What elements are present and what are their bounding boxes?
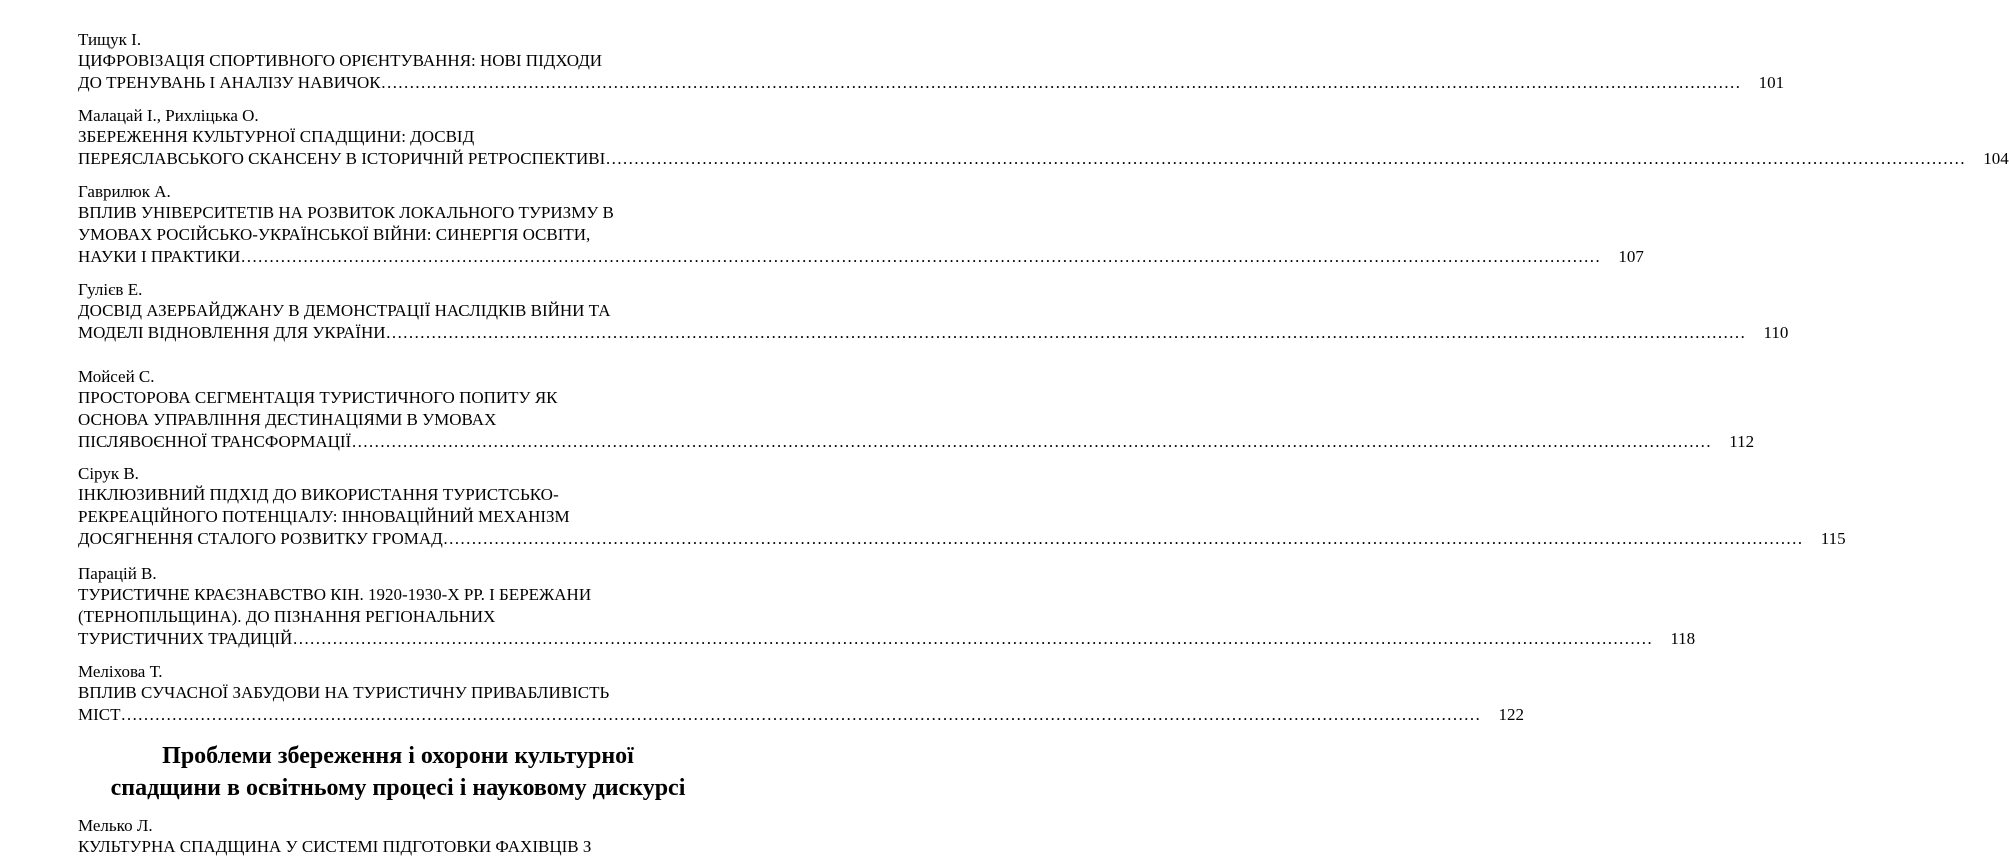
entry-page-number[interactable]: 122 (1498, 705, 1524, 724)
entry-author: Мойсей С. (78, 367, 155, 386)
toc-entry[interactable] (78, 30, 1785, 94)
entry-title-line: РЕКРЕАЦІЙНОГО ПОТЕНЦІАЛУ: ІННОВАЦІЙНИЙ МЕХАНІЗМ (78, 507, 570, 526)
entry-title-text: ПІСЛЯВОЄННОЇ ТРАНСФОРМАЦІЇ (78, 432, 352, 451)
dot-leader: …………………………………………………………………………………………………………………………………………………………………………………………………………………… (292, 629, 1653, 648)
entry-title-text: МІСТ (78, 705, 121, 724)
entry-page-number[interactable]: 115 (1820, 529, 1846, 548)
entry-author: Парацій В. (78, 564, 157, 583)
dot-leader: …………………………………………………………………………………………………………………………………………………………………………………………………………………… (380, 73, 1741, 92)
toc-entry[interactable] (78, 182, 1644, 268)
entry-title-last-line (78, 148, 2009, 170)
dot-leader: …………………………………………………………………………………………………………………………………………………………………………………………………………………… (442, 529, 1803, 548)
toc-entry[interactable] (78, 464, 1846, 550)
entry-page-number[interactable]: 104 (1983, 149, 2009, 168)
entry-title-line: ТУРИСТИЧНЕ КРАЄЗНАВСТВО КІН. 1920-1930-Х РР. І БЕРЕЖАНИ (78, 585, 592, 604)
entry-title-last-line (78, 628, 1696, 650)
toc-entry[interactable] (78, 280, 1789, 344)
entry-title-line: ПРОСТОРОВА СЕГМЕНТАЦІЯ ТУРИСТИЧНОГО ПОПИТУ ЯК (78, 388, 558, 407)
dot-leader: …………………………………………………………………………………………………………………………………………………………………………………………………………………… (120, 705, 1481, 724)
toc-entry[interactable] (78, 106, 2009, 170)
section-heading (78, 740, 718, 804)
entry-author: Гаврилюк А. (78, 182, 171, 201)
entry-title-text: ТУРИСТИЧНИХ ТРАДИЦІЙ (78, 629, 293, 648)
section-heading-line: Проблеми збереження і охорони культурної (162, 743, 634, 769)
entry-author: Сірук В. (78, 464, 139, 483)
entry-page-number[interactable]: 110 (1763, 323, 1789, 342)
entry-title-line: ВПЛИВ СУЧАСНОЇ ЗАБУДОВИ НА ТУРИСТИЧНУ ПРИВАБЛИВІСТЬ (78, 683, 610, 702)
entry-author: Гулієв Е. (78, 280, 143, 299)
entry-page-number[interactable]: 112 (1729, 432, 1755, 451)
entry-title-last-line (78, 704, 1524, 726)
dot-leader: …………………………………………………………………………………………………………………………………………………………………………………………………………………… (240, 247, 1601, 266)
entry-page-number[interactable]: 101 (1758, 73, 1785, 92)
entry-title-line: ВПЛИВ УНІВЕРСИТЕТІВ НА РОЗВИТОК ЛОКАЛЬНОГО ТУРИЗМУ В (78, 203, 614, 222)
section-heading-line: спадщини в освітньому процесі і науковому дискурсі (110, 775, 686, 801)
toc-entry[interactable] (78, 662, 1524, 726)
entry-title-line: ОСНОВА УПРАВЛІННЯ ДЕСТИНАЦІЯМИ В УМОВАХ (78, 410, 497, 429)
toc-entry[interactable] (78, 816, 718, 858)
dot-leader: …………………………………………………………………………………………………………………………………………………………………………………………………………………… (351, 432, 1712, 451)
entry-title-line: ЦИФРОВІЗАЦІЯ СПОРТИВНОГО ОРІЄНТУВАННЯ: НОВІ ПІДХОДИ (78, 51, 603, 70)
entry-title-text: ДОСЯГНЕННЯ СТАЛОГО РОЗВИТКУ ГРОМАД (78, 529, 443, 548)
entry-title-line: (ТЕРНОПІЛЬЩИНА). ДО ПІЗНАННЯ РЕГІОНАЛЬНИХ (78, 607, 496, 626)
dot-leader: …………………………………………………………………………………………………………………………………………………………………………………………………………………… (605, 149, 1966, 168)
entry-author: Меліхова Т. (78, 662, 163, 681)
entry-title-line: ІНКЛЮЗИВНИЙ ПІДХІД ДО ВИКОРИСТАННЯ ТУРИСТСЬКО- (78, 485, 559, 504)
entry-author: Тищук І. (78, 30, 142, 49)
entry-title-line: ЗБЕРЕЖЕННЯ КУЛЬТУРНОЇ СПАДЩИНИ: ДОСВІД (78, 127, 475, 146)
entry-title-last-line (78, 246, 1644, 268)
toc-entry[interactable] (78, 367, 1755, 453)
toc-entry[interactable] (78, 564, 1696, 650)
entry-author: Мелько Л. (78, 816, 153, 835)
entry-title-text: ДО ТРЕНУВАНЬ І АНАЛІЗУ НАВИЧОК (78, 73, 381, 92)
entry-title-text: МОДЕЛІ ВІДНОВЛЕННЯ ДЛЯ УКРАЇНИ (78, 323, 386, 342)
entry-title-last-line (78, 528, 1846, 550)
entry-title-text: НАУКИ І ПРАКТИКИ (78, 247, 241, 266)
entry-title-line: УМОВАХ РОСІЙСЬКО-УКРАЇНСЬКОЇ ВІЙНИ: СИНЕРГІЯ ОСВІТИ, (78, 225, 591, 244)
entry-title-text: ПЕРЕЯСЛАВСЬКОГО СКАНСЕНУ В ІСТОРИЧНІЙ РЕТРОСПЕКТИВІ (78, 149, 606, 168)
entry-author: Малацай І., Рихліцька О. (78, 106, 259, 125)
entry-page-number[interactable]: 118 (1670, 629, 1696, 648)
dot-leader: …………………………………………………………………………………………………………………………………………………………………………………………………………………… (385, 323, 1746, 342)
entry-title-last-line (78, 431, 1755, 453)
entry-title-line: ДОСВІД АЗЕРБАЙДЖАНУ В ДЕМОНСТРАЦІЇ НАСЛІДКІВ ВІЙНИ ТА (78, 301, 611, 320)
entry-page-number[interactable]: 107 (1618, 247, 1644, 266)
entry-title-line: КУЛЬТУРНА СПАДЩИНА У СИСТЕМІ ПІДГОТОВКИ ФАХІВЦІВ З (78, 837, 592, 856)
entry-title-last-line (78, 72, 1785, 94)
entry-title-last-line (78, 322, 1789, 344)
